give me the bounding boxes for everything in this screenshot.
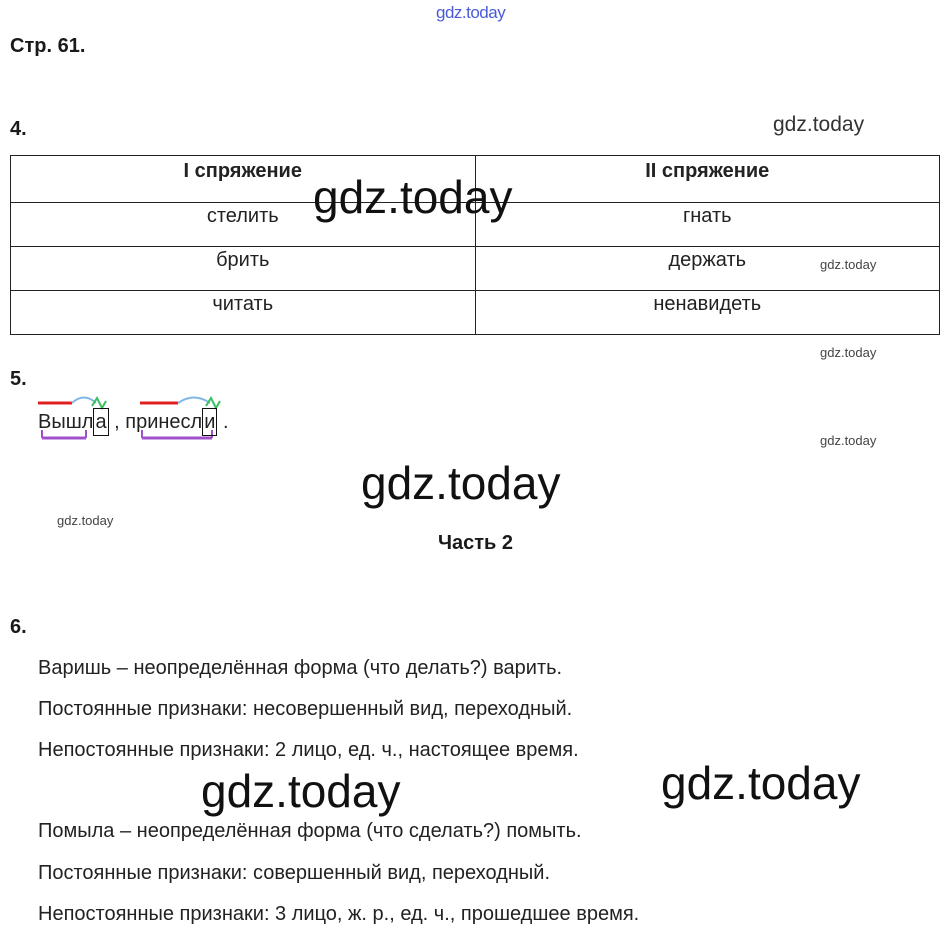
task-6-line: Постоянные признаки: совершенный вид, переходный. (38, 862, 551, 884)
table-cell: стелить (11, 203, 476, 247)
word-1-ending: а (93, 408, 108, 436)
task-6-line: Постоянные признаки: несовершенный вид, переходный. (38, 698, 573, 720)
table-row (11, 291, 940, 335)
watermark-large: gdz.today (361, 457, 561, 509)
table-header-cell: II спряжение (475, 156, 940, 203)
watermark-small: gdz.today (820, 345, 877, 360)
suffix-zigzag (206, 398, 220, 408)
word-2-stem: принесл (125, 411, 203, 433)
sentence-parse (38, 408, 229, 436)
table-row (11, 247, 940, 291)
watermark-small: gdz.today (820, 433, 877, 448)
watermark-small: gdz.today (57, 513, 114, 528)
table-header-cell: I спряжение (11, 156, 476, 203)
word-1-stem: Вышл (38, 411, 94, 433)
suffix-arc (72, 398, 96, 404)
watermark-large: gdz.today (661, 757, 861, 809)
page-reference: Стр. 61. (10, 35, 86, 57)
watermark-large: gdz.today (313, 171, 513, 223)
part-title: Часть 2 (437, 532, 514, 554)
task-6-line: Варишь – неопределённая форма (что делать?) варить. (38, 657, 563, 679)
task-6-line: Непостоянные признаки: 3 лицо, ж. р., ед. ч., прошедшее время. (38, 903, 640, 925)
table-cell: брить (11, 247, 476, 291)
task-4-number: 4. (10, 118, 27, 140)
word-2-ending: и (202, 408, 217, 436)
watermark-large: gdz.today (201, 765, 401, 817)
period: . (222, 411, 229, 433)
task-6-line: Непостоянные признаки: 2 лицо, ед. ч., настоящее время. (38, 739, 579, 761)
table-cell: читать (11, 291, 476, 335)
suffix-arc (178, 398, 210, 404)
task-6-number: 6. (10, 616, 27, 638)
table-cell: гнать (475, 203, 940, 247)
watermark-small: gdz.today (820, 257, 877, 272)
comma: , (114, 411, 120, 433)
watermark-top: gdz.today (436, 3, 506, 22)
table-cell: ненавидеть (475, 291, 940, 335)
task-6-line: Помыла – неопределённая форма (что сделать?) помыть. (38, 820, 582, 842)
task-5-number: 5. (10, 368, 27, 390)
watermark: gdz.today (773, 113, 865, 136)
table-cell: держать (475, 247, 940, 291)
suffix-zigzag (92, 398, 106, 408)
